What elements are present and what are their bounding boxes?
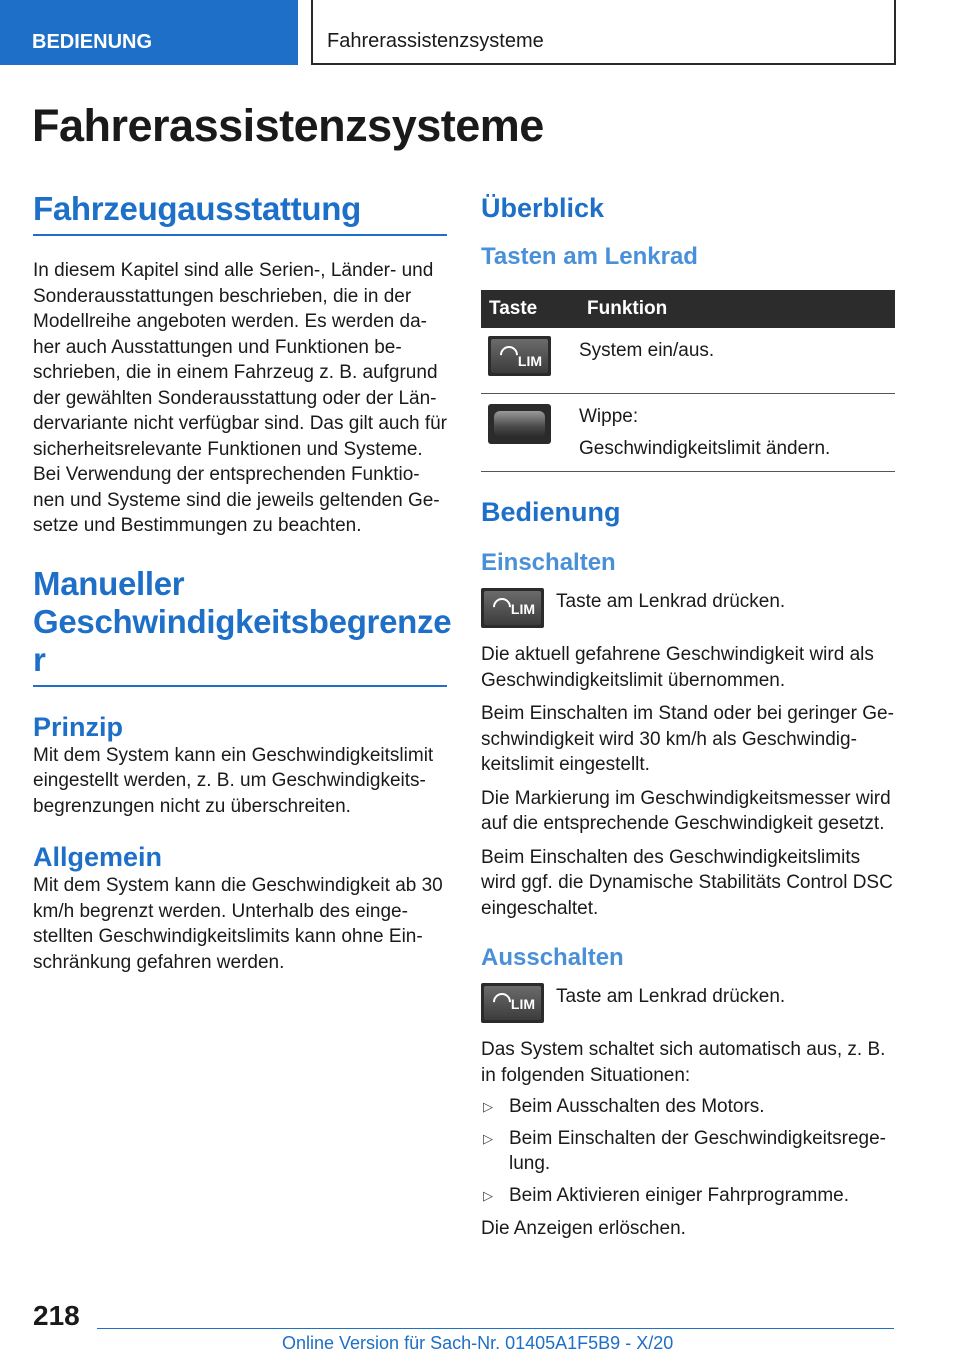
fahrzeugausstattung-text: In diesem Kapitel sind alle Serien-, Länder- und Sonderausstattungen beschrieben, die in der Modellreihe angeboten werden. Es werden da-her auch Ausstattungen und Funktionen be-schrieben, die in einem Fahrzeug z. B. aufgrund der gewählten Sonderausstattung oder der Län-dervariante nicht verfügbar sind. Das gilt auch für sicherheitsrelevante Funktionen und Systeme. Bei Verwendung der entsprechenden Funktio-nen und Systeme sind die jeweils geltenden Ge-setze und Bestimmungen zu beachten. <box>33 260 447 536</box>
lim-label: LIM <box>510 996 535 1012</box>
einschalten-p4: Beim Einschalten des Geschwindigkeitslimits wird ggf. die Dynamische Stabilitäts Control DSC eingeschaltet. <box>481 846 893 919</box>
lim-label: LIM <box>510 601 535 617</box>
row2-text: Geschwindigkeitslimit ändern. <box>579 437 831 459</box>
rocker-switch-icon <box>488 404 551 444</box>
lim-button-icon <box>481 983 544 1023</box>
triangle-right-icon: ▷ <box>483 1099 493 1114</box>
list-item: ▷ Beim Einschalten der Geschwindigkeitsrege-lung. <box>483 1127 887 1174</box>
header-section-label: BEDIENUNG <box>32 31 153 53</box>
ausschalten-list <box>481 1094 895 1208</box>
heading-ueberblick: Überblick <box>481 193 605 223</box>
header-chapter-tab <box>311 0 896 65</box>
heading-manueller-begrenzer: Manueller Geschwindigkeitsbegrenze r <box>33 565 447 687</box>
header-chapter-label: Fahrerassistenzsysteme <box>327 30 544 52</box>
triangle-right-icon: ▷ <box>483 1187 493 1203</box>
ausschalten-p2: Die Anzeigen erlöschen. <box>481 1218 686 1239</box>
einschalten-instruction <box>481 588 895 628</box>
heading-tasten-am-lenkrad: Tasten am Lenkrad <box>481 243 698 270</box>
table-row <box>481 328 895 394</box>
header-section-tab <box>0 0 298 65</box>
table-row <box>481 394 895 472</box>
heading-ausschalten: Ausschalten <box>481 944 624 971</box>
allgemein-text: Mit dem System kann die Geschwindigkeit ab 30 km/h begrenzt werden. Unterhalb des einge-stellten Geschwindigkeitslimits kann ohne Ein-schränkung gefahren werden. <box>33 875 443 973</box>
lim-button-icon <box>481 588 544 628</box>
einschalten-p1: Die aktuell gefahrene Geschwindigkeit wird als Geschwindigkeitslimit übernommen. <box>481 644 874 691</box>
table-header-taste: Taste <box>481 290 579 328</box>
heading-allgemein: Allgemein <box>33 842 163 872</box>
lim-button-icon <box>488 336 551 376</box>
einschalten-p2: Beim Einschalten im Stand oder bei geringer Ge-schwindigkeit wird 30 km/h als Geschwindig-keitslimit eingestellt. <box>481 703 894 775</box>
table-header-funktion: Funktion <box>579 290 895 328</box>
left-column <box>33 190 452 975</box>
page-number: 218 <box>33 1300 80 1331</box>
heading-einschalten: Einschalten <box>481 549 616 576</box>
row1-text: System ein/aus. <box>579 340 715 361</box>
table-header-row <box>481 290 895 328</box>
prinzip-text: Mit dem System kann ein Geschwindigkeitslimit eingestellt werden, z. B. um Geschwindigkeits-begrenzungen nicht zu überschreiten. <box>33 744 434 817</box>
lim-label: LIM <box>517 353 542 369</box>
row2-label: Wippe: <box>579 406 639 427</box>
heading-prinzip: Prinzip <box>33 711 124 742</box>
heading-bedienung: Bedienung <box>481 497 621 527</box>
einschalten-p3: Die Markierung im Geschwindigkeitsmesser wird auf die entsprechende Geschwindigkeit gesetzt. <box>481 787 891 834</box>
footer-divider <box>97 1328 894 1329</box>
ausschalten-instruction <box>481 983 895 1023</box>
triangle-right-icon: ▷ <box>483 1130 493 1146</box>
list-item: ▷ Beim Aktivieren einiger Fahrprogramme. <box>481 1183 895 1209</box>
keys-table <box>481 290 895 472</box>
einschalten-inline-text: Taste am Lenkrad drücken. <box>556 591 786 612</box>
footer-online-version: Online Version für Sach-Nr. 01405A1F5B9 - X/20 <box>282 1333 674 1353</box>
page-title: Fahrerassistenzsysteme <box>32 100 544 151</box>
heading-fahrzeugausstattung: Fahrzeugausstattung <box>33 190 447 236</box>
ausschalten-inline-text: Taste am Lenkrad drücken. <box>556 986 786 1007</box>
ausschalten-p1: Das System schaltet sich automatisch aus, z. B. in folgenden Situationen: <box>481 1039 886 1086</box>
right-column <box>481 190 895 1242</box>
list-item: ▷ Beim Ausschalten des Motors. <box>481 1094 895 1120</box>
